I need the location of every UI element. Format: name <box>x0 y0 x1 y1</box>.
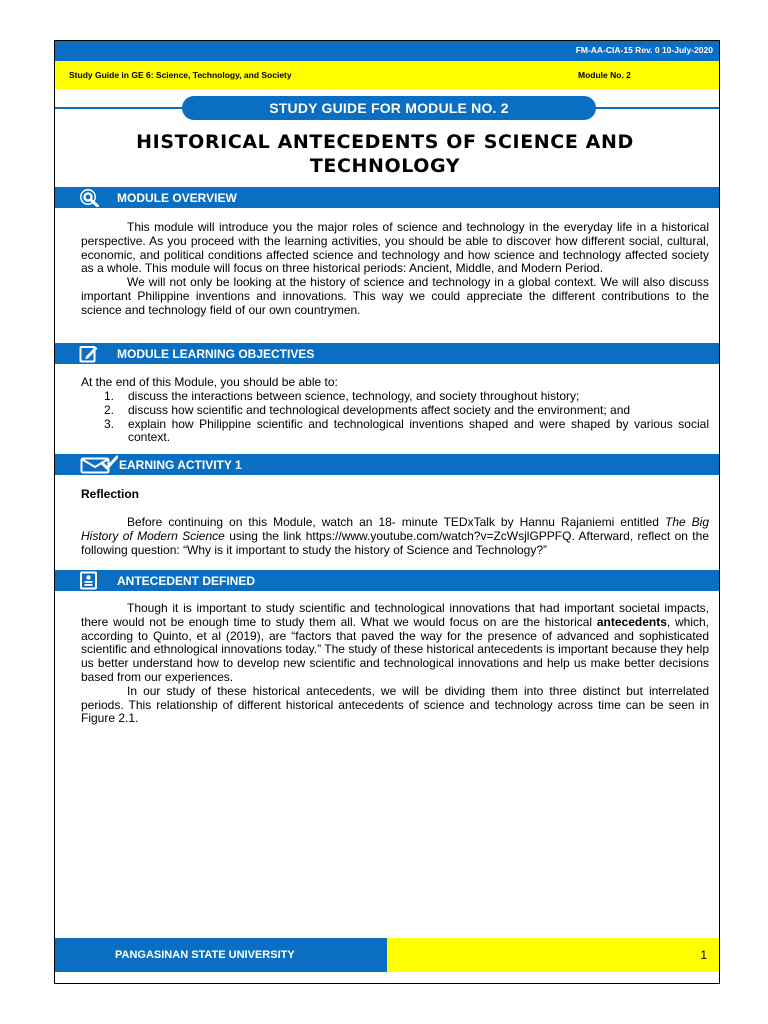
header-bar <box>55 41 719 61</box>
activity-text-part: Before continuing on this Module, watch an 18- minute TEDxTalk by Hannu Rajaniemi entitled <box>127 515 665 529</box>
list-item-number: 1. <box>104 389 115 403</box>
section-antecedent-title: ANTECEDENT DEFINED <box>117 574 256 588</box>
module-number: Module No. 2 <box>578 70 631 80</box>
antecedent-keyword: antecedents <box>596 614 667 629</box>
section-objectives-title: MODULE LEARNING OBJECTIVES <box>117 347 315 361</box>
section-antecedent-header <box>55 570 719 591</box>
list-item-text: discuss the interactions between science, technology, and society throughout history; <box>128 389 580 403</box>
overview-text <box>81 221 709 318</box>
magnifier-icon <box>79 188 99 207</box>
list-item-number: 2. <box>104 402 115 417</box>
overview-paragraph-2: We will not only be looking at the history of science and technology in a global context. We will also discuss important Philippine inventions and innovations. This way we could appreciate the different contributions to the science and technology field of our own countrymen. <box>81 275 709 317</box>
objectives-intro: At the end of this Module, you should be able to: <box>81 375 338 389</box>
course-title: Study Guide in GE 6: Science, Technology, and Society <box>69 70 292 80</box>
section-overview-title: MODULE OVERVIEW <box>117 191 237 205</box>
activity-paragraph <box>81 516 709 557</box>
antecedent-paragraph-1 <box>81 602 709 685</box>
page-title <box>100 130 670 178</box>
page-border <box>54 40 720 984</box>
pencil-icon <box>79 344 99 363</box>
objectives-list <box>81 390 709 445</box>
section-activity-header <box>55 454 719 475</box>
section-objectives-header <box>55 343 719 364</box>
antecedent-paragraph-2: In our study of these historical antecedents, we will be dividing them into three distinct but interrelated periods. This relationship of different historical antecedents of science and technology across time can be seen in Figure 2.1. <box>81 683 709 726</box>
footer-university-bar <box>55 938 387 972</box>
list-item <box>81 390 709 404</box>
section-activity-title: EARNING ACTIVITY 1 <box>119 458 242 472</box>
activity-subheading: Reflection <box>81 487 140 501</box>
list-item-text: discuss how scientific and technological developments affect society and the environment; and <box>128 402 631 417</box>
list-item-text: explain how Philippine scientific and technological inventions shaped and were shaped by various social context. <box>128 416 709 445</box>
list-item <box>81 404 709 418</box>
antecedent-text <box>81 602 709 726</box>
activity-text-part: using the link https://www.youtube.com/watch?v=ZcWsjlGPPFQ. Afterward, reflect on the following question: “Why is it important to study the history of Science and Technology?” <box>81 528 709 557</box>
envelope-check-icon <box>80 455 118 474</box>
section-overview-header <box>55 187 719 208</box>
overview-paragraph-1: This module will introduce you the major roles of science and technology in the everyday life in a historical perspective. As you proceed with the learning activities, you should be able to discover how different social, cultural, economic, and political conditions affected science and technology and how science and technology affected society as a whole. This module will focus on three historical periods: Ancient, Middle, and Modern Period. <box>81 220 709 276</box>
activity-text <box>81 516 709 557</box>
antecedent-text-part: , which, according to Quinto, et al (2019), are “factors that paved the way for the presence of advanced and sophisticated scientific and ethnological innovations today.” The study of these historical antecedents is important because they help us better understand how to develop new scientific and technological innovations and help us make better decisions based from our experiences. <box>81 614 709 684</box>
page-title-line-2: TECHNOLOGY <box>309 155 461 177</box>
footer-page-bar <box>387 938 719 972</box>
list-item-number: 3. <box>104 416 115 431</box>
course-bar <box>55 61 719 89</box>
antecedent-text-part: Though it is important to study scientific and technological innovations that had important societal impacts, there would not be enough time to study them all. What we would focus on are the historical <box>81 601 709 629</box>
document-icon <box>79 571 99 590</box>
university-name: PANGASINAN STATE UNIVERSITY <box>115 949 295 961</box>
study-guide-banner: STUDY GUIDE FOR MODULE NO. 2 <box>182 96 596 120</box>
list-item <box>81 418 709 446</box>
activity-video-title: The Big History of Modern Science <box>81 515 710 543</box>
page-title-line-1: HISTORICAL ANTECEDENTS OF SCIENCE AND <box>136 131 634 153</box>
page-number: 1 <box>700 948 707 962</box>
form-code: FM-AA-CIA-15 Rev. 0 10-July-2020 <box>575 45 713 55</box>
